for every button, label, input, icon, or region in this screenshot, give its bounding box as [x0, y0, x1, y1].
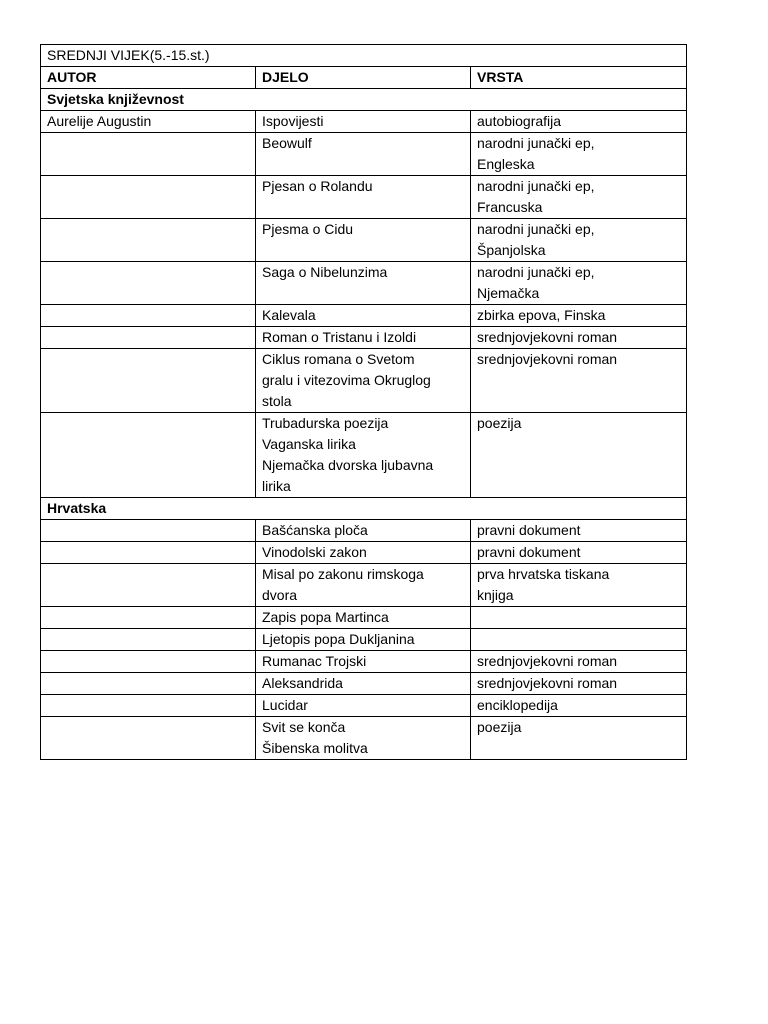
cell-type: srednjovjekovni roman — [471, 673, 687, 695]
table-row — [41, 542, 687, 564]
cell-type — [471, 629, 687, 651]
cell-work: Saga o Nibelunzima — [256, 262, 471, 305]
cell-type: enciklopedija — [471, 695, 687, 717]
table-row — [41, 520, 687, 542]
cell-work: Bašćanska ploča — [256, 520, 471, 542]
table-row — [41, 349, 687, 413]
cell-type: poezija — [471, 717, 687, 760]
cell-work: Pjesma o Cidu — [256, 219, 471, 262]
cell-work: Lucidar — [256, 695, 471, 717]
cell-type: narodni junački ep, Njemačka — [471, 262, 687, 305]
table-row — [41, 176, 687, 219]
title-row — [41, 45, 687, 67]
cell-work: Ispovijesti — [256, 111, 471, 133]
table-title: SREDNJI VIJEK(5.-15.st.) — [41, 45, 687, 67]
table-row — [41, 305, 687, 327]
cell-author — [41, 262, 256, 305]
cell-work: Ciklus romana o Svetom gralu i vitezovima Okruglog stola — [256, 349, 471, 413]
cell-work: Roman o Tristanu i Izoldi — [256, 327, 471, 349]
cell-work: Beowulf — [256, 133, 471, 176]
cell-work: Vinodolski zakon — [256, 542, 471, 564]
cell-author: Aurelije Augustin — [41, 111, 256, 133]
table-row — [41, 695, 687, 717]
header-author: AUTOR — [41, 67, 256, 89]
cell-type: pravni dokument — [471, 542, 687, 564]
cell-type: narodni junački ep, Španjolska — [471, 219, 687, 262]
section-heading: Hrvatska — [41, 498, 687, 520]
cell-author — [41, 349, 256, 413]
cell-type: narodni junački ep, Francuska — [471, 176, 687, 219]
cell-author — [41, 219, 256, 262]
table-row — [41, 219, 687, 262]
table-row — [41, 717, 687, 760]
cell-type: srednjovjekovni roman — [471, 349, 687, 413]
table-row — [41, 564, 687, 607]
table-row — [41, 133, 687, 176]
cell-type: pravni dokument — [471, 520, 687, 542]
table-row — [41, 607, 687, 629]
table-body — [41, 45, 687, 760]
section-row — [41, 498, 687, 520]
section-heading: Svjetska književnost — [41, 89, 687, 111]
table-row — [41, 673, 687, 695]
cell-author — [41, 305, 256, 327]
cell-author — [41, 176, 256, 219]
cell-work: Trubadurska poezija Vaganska lirika Njemačka dvorska ljubavna lirika — [256, 413, 471, 498]
cell-work: Rumanac Trojski — [256, 651, 471, 673]
cell-author — [41, 564, 256, 607]
cell-work: Ljetopis popa Dukljanina — [256, 629, 471, 651]
cell-work: Misal po zakonu rimskoga dvora — [256, 564, 471, 607]
cell-author — [41, 673, 256, 695]
table-row — [41, 413, 687, 498]
cell-author — [41, 607, 256, 629]
table-row — [41, 327, 687, 349]
table-row — [41, 111, 687, 133]
header-work: DJELO — [256, 67, 471, 89]
cell-author — [41, 695, 256, 717]
cell-work: Zapis popa Martinca — [256, 607, 471, 629]
header-row — [41, 67, 687, 89]
section-row — [41, 89, 687, 111]
table-row — [41, 651, 687, 673]
cell-author — [41, 629, 256, 651]
table-row — [41, 629, 687, 651]
cell-work: Svit se konča Šibenska molitva — [256, 717, 471, 760]
cell-author — [41, 327, 256, 349]
cell-work: Pjesan o Rolandu — [256, 176, 471, 219]
cell-author — [41, 717, 256, 760]
literature-table — [40, 44, 687, 760]
cell-author — [41, 413, 256, 498]
cell-work: Kalevala — [256, 305, 471, 327]
cell-author — [41, 542, 256, 564]
header-type: VRSTA — [471, 67, 687, 89]
table-row — [41, 262, 687, 305]
cell-type: narodni junački ep, Engleska — [471, 133, 687, 176]
cell-type: srednjovjekovni roman — [471, 651, 687, 673]
cell-type: srednjovjekovni roman — [471, 327, 687, 349]
cell-type — [471, 607, 687, 629]
cell-type: poezija — [471, 413, 687, 498]
cell-type: autobiografija — [471, 111, 687, 133]
cell-type: prva hrvatska tiskana knjiga — [471, 564, 687, 607]
cell-author — [41, 520, 256, 542]
cell-work: Aleksandrida — [256, 673, 471, 695]
cell-type: zbirka epova, Finska — [471, 305, 687, 327]
cell-author — [41, 133, 256, 176]
cell-author — [41, 651, 256, 673]
